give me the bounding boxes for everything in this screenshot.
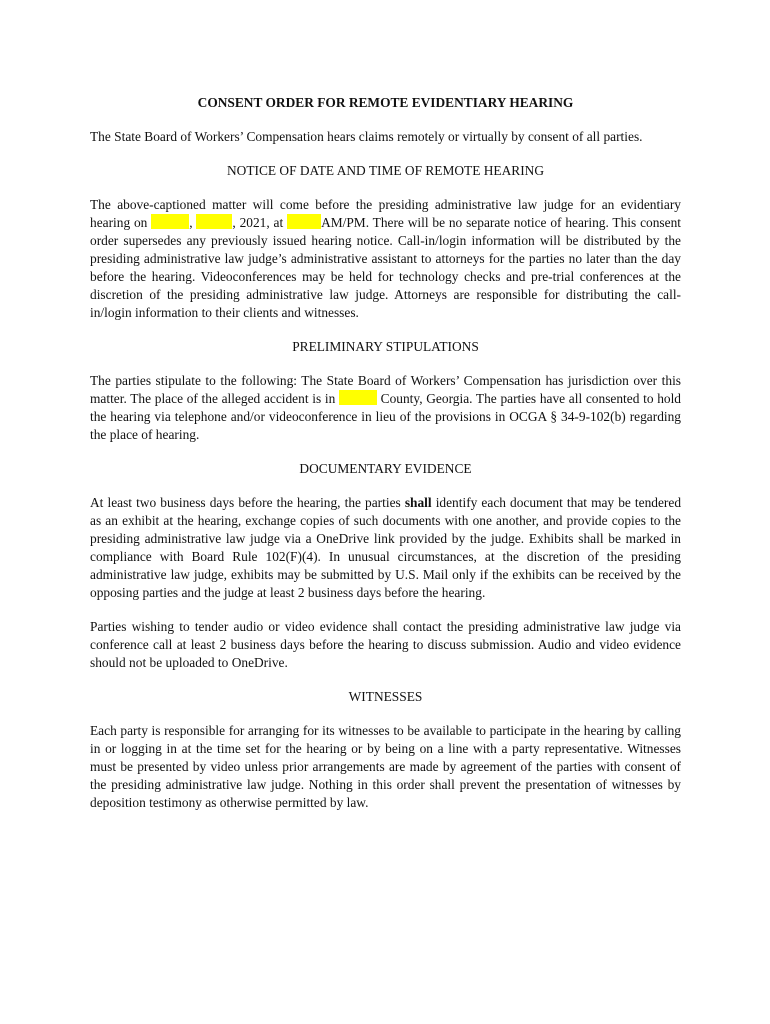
notice-separator: , xyxy=(189,215,197,230)
documentary-text-2: identify each document that may be tendered as an exhibit at the hearing, exchange copies of such documents with one another, and provide copies to the presiding administrative law judge via a OneDrive link provided by the judge. Exhibits shall be marked in compliance with Board Rule 102(F)(4). In unusual circumstances, at the discretion of the presiding administrative law judge, exhibits may be submitted by U.S. Mail only if the exhibits can be received by the opposing parties and the judge at least 2 business days before the hearing. xyxy=(90,495,682,600)
day-blank-field[interactable] xyxy=(196,214,232,229)
notice-paragraph xyxy=(90,196,681,322)
notice-text-2: , 2021, at xyxy=(232,215,288,230)
document-title: CONSENT ORDER FOR REMOTE EVIDENTIARY HEARING xyxy=(197,95,574,110)
witnesses-paragraph: Each party is responsible for arranging for its witnesses to be available to participate in the hearing by calling in or logging in at the time set for the hearing or by being on a line with a party representative. Witnesses must be presented by video unless prior arrangements are made by agreement of the parties with consent of the presiding administrative law judge. Nothing in this order shall prevent the presentation of witnesses by deposition testimony as otherwise permitted by law. xyxy=(90,723,681,810)
documentary-paragraph-2: Parties wishing to tender audio or video evidence shall contact the presiding administrative law judge via conference call at least 2 business days before the hearing to discuss submission. Audio and video evidence should not be uploaded to OneDrive. xyxy=(90,619,681,670)
document-page xyxy=(90,94,681,828)
stipulations-heading: PRELIMINARY STIPULATIONS xyxy=(292,339,479,354)
notice-text-3: AM/PM. There will be no separate notice of hearing. This consent order supersedes any previously issued hearing notice. Call-in/login information will be distributed by the presiding administrative law judge’s administrative assistant to attorneys for the parties no later than the day before the hearing. Videoconferences may be held for technology checks and pre-trial conferences at the discretion of the presiding administrative law judge. Attorneys are responsible for distributing the call-in/login information to their clients and witnesses. xyxy=(90,215,681,320)
stipulations-paragraph xyxy=(90,372,681,444)
witnesses-heading: WITNESSES xyxy=(348,689,423,704)
time-blank-field[interactable] xyxy=(287,214,321,229)
stipulations-text-2: County, Georgia. The parties have all consented to hold the hearing via telephone and/or videoconference in lieu of the provisions in OCGA § 34-9-102(b) regarding the place of hearing. xyxy=(90,391,682,442)
documentary-paragraph-1 xyxy=(90,494,681,602)
month-blank-field[interactable] xyxy=(151,214,189,229)
county-blank-field[interactable] xyxy=(339,390,377,405)
stipulations-text-1: The parties stipulate to the following: The State Board of Workers’ Compensation has jurisdiction over this matter. The place of the alleged accident is in xyxy=(90,373,681,406)
documentary-bold-shall: shall xyxy=(404,495,432,510)
documentary-heading: DOCUMENTARY EVIDENCE xyxy=(299,461,472,476)
notice-text-1: The above-captioned matter will come before the presiding administrative law judge for an evidentiary hearing on xyxy=(90,197,681,230)
intro-paragraph: The State Board of Workers’ Compensation hears claims remotely or virtually by consent of all parties. xyxy=(90,129,643,144)
documentary-text-1: At least two business days before the hearing, the parties xyxy=(90,495,405,510)
notice-heading: NOTICE OF DATE AND TIME OF REMOTE HEARING xyxy=(226,163,545,178)
